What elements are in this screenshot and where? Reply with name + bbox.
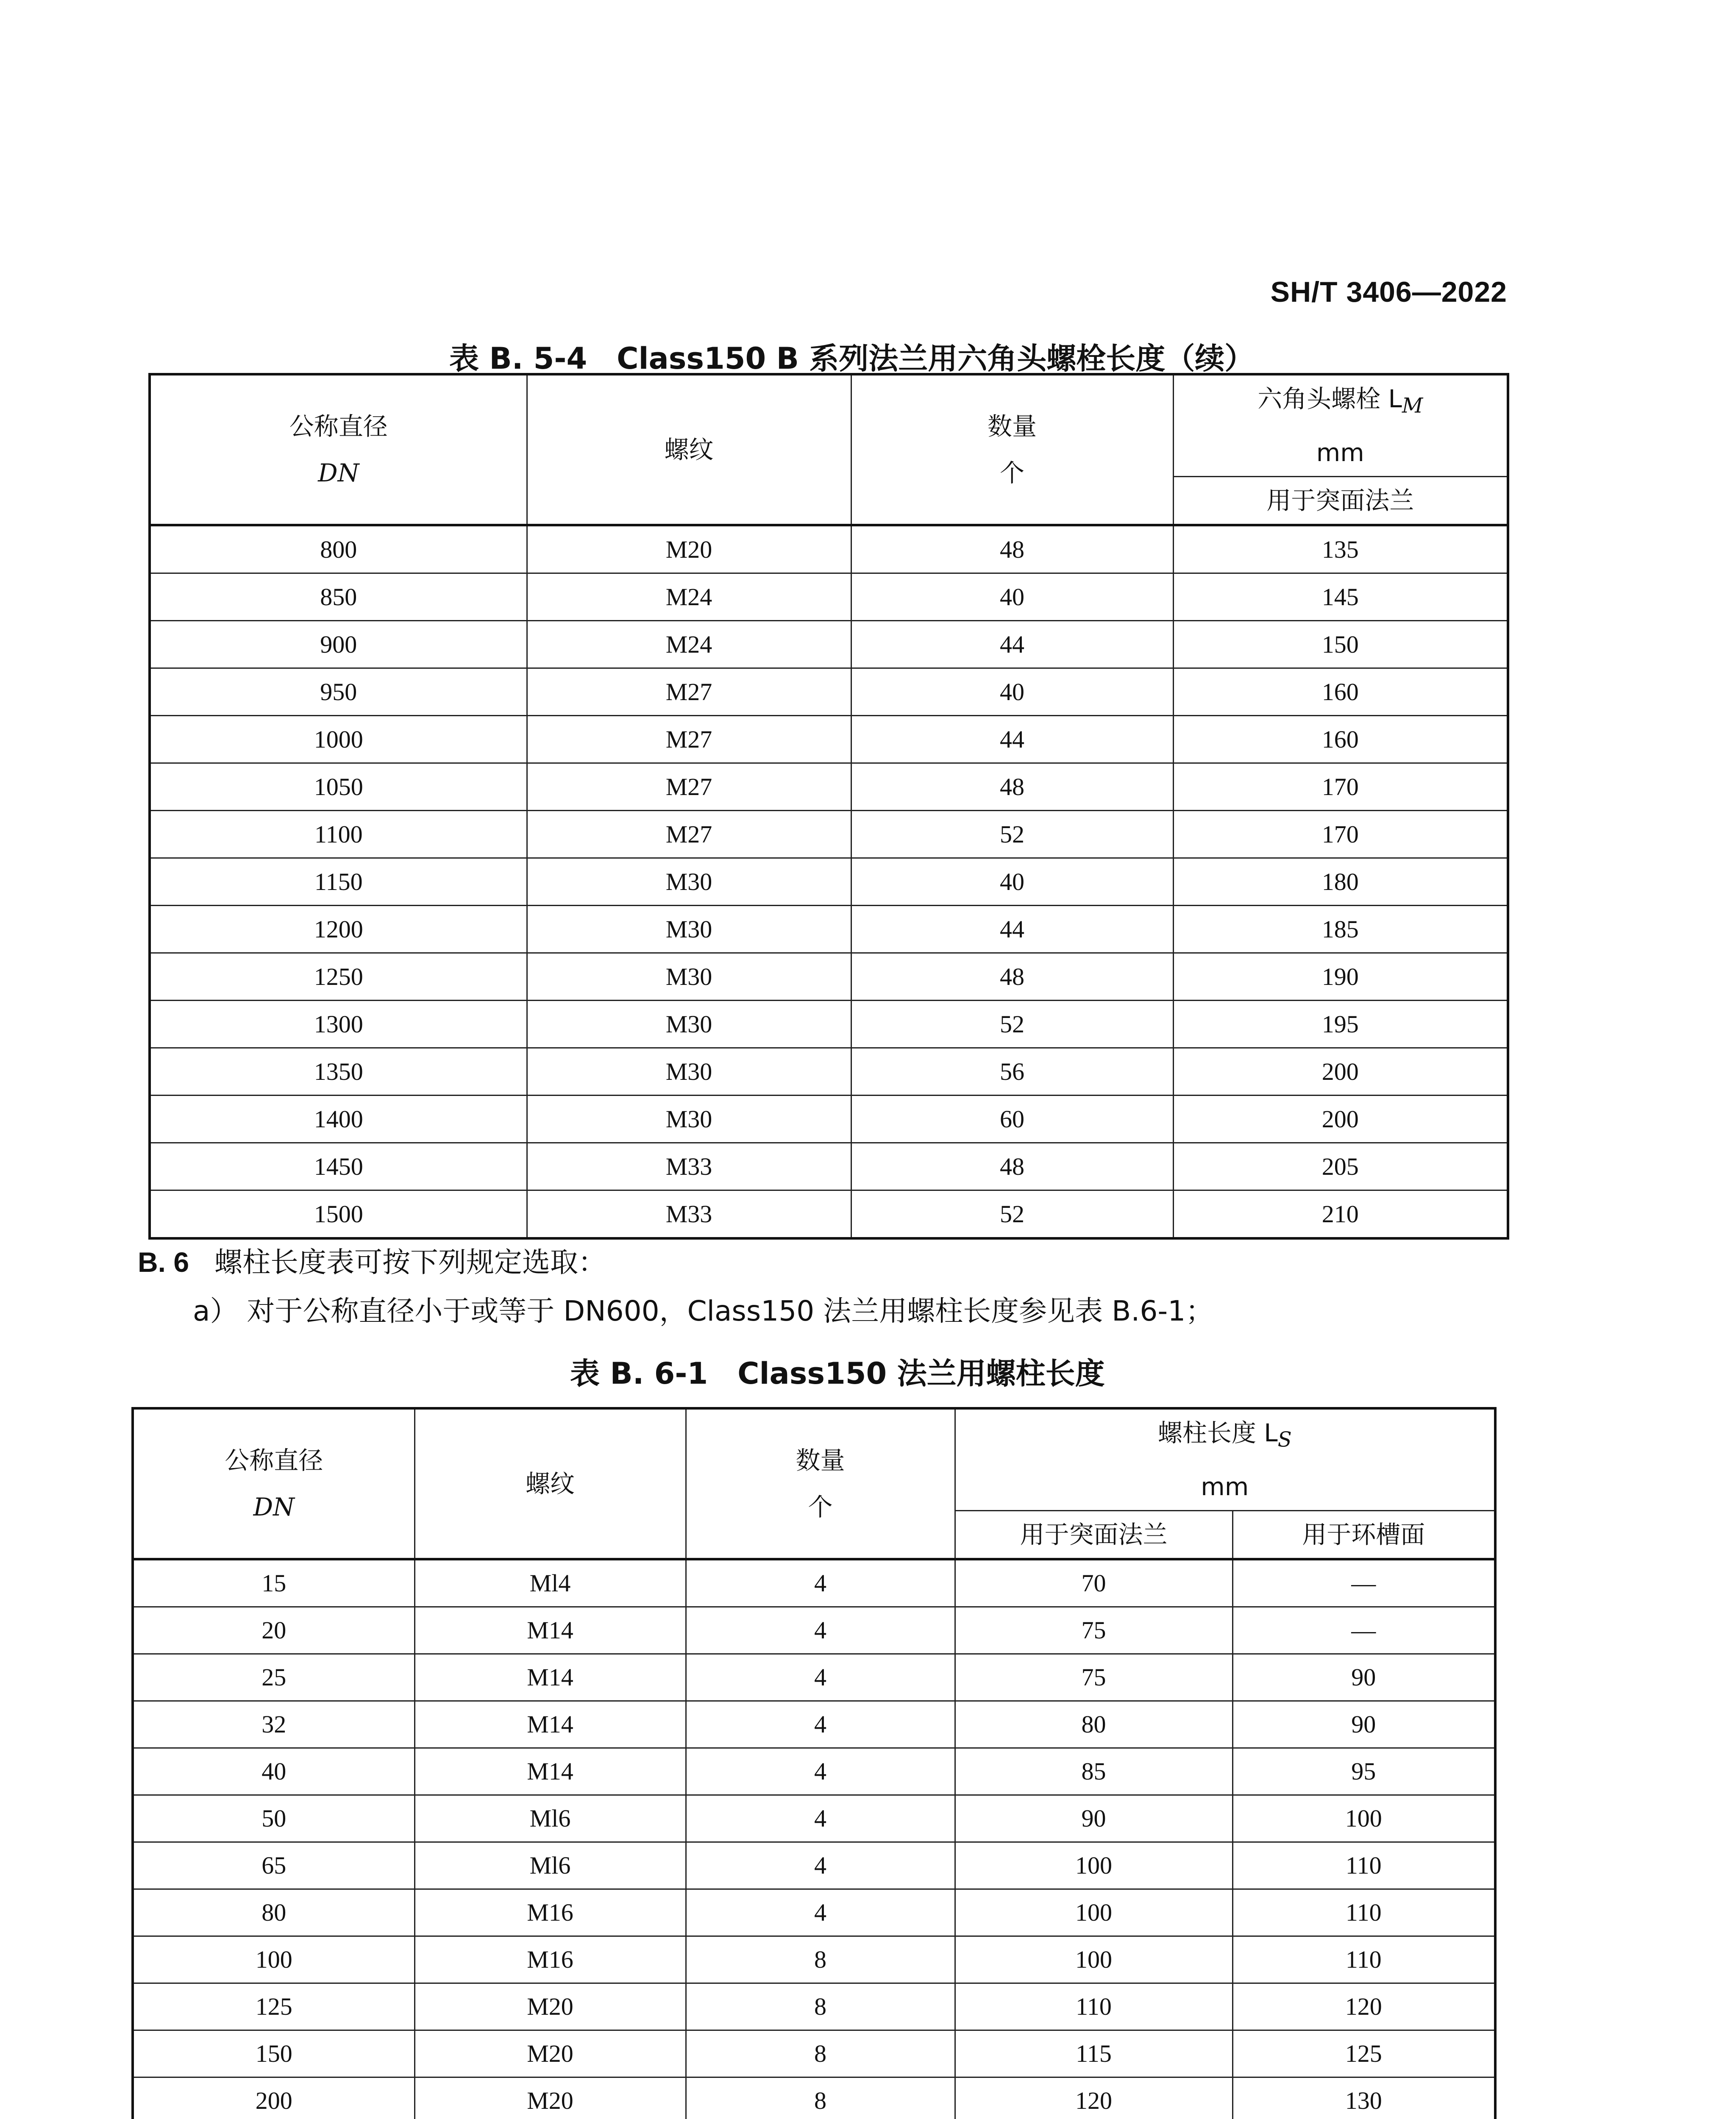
table-cell: 100 [133,1936,415,1983]
table-cell: 1250 [150,953,527,1000]
table-cell: 180 [1173,858,1508,905]
table-cell: 52 [851,810,1173,858]
table-cell: 130 [1232,2077,1495,2119]
table-row [150,620,1508,668]
table-cell: 160 [1173,715,1508,763]
table-cell: M27 [527,668,851,715]
table-cell: M27 [527,715,851,763]
table-row [150,1048,1508,1095]
table-cell: 4 [686,1795,955,1842]
table-row [150,715,1508,763]
standard-code: SH/T 3406—2022 [1270,276,1507,308]
table-cell: 70 [955,1559,1232,1607]
table-cell: — [1232,1559,1495,1607]
table-row [150,810,1508,858]
table-cell: 1400 [150,1095,527,1143]
table-cell: M20 [415,2077,686,2119]
table-cell: M33 [527,1143,851,1190]
table-cell: 205 [1173,1143,1508,1190]
table-cell: 80 [955,1701,1232,1748]
table-cell: 125 [133,1983,415,2030]
table-cell: M30 [527,1095,851,1143]
table-row [133,1795,1495,1842]
table-cell: 200 [133,2077,415,2119]
table-cell: 170 [1173,810,1508,858]
header-stud-length: 螺柱长度 $L_S$ mm [955,1408,1495,1510]
table-cell: Ml6 [415,1842,686,1889]
table-row [150,858,1508,905]
header-ring-joint: 用于环槽面 [1232,1510,1495,1559]
table-row [150,668,1508,715]
table2-caption: 表 B. 6-1 Class150 法兰用螺柱长度 [570,1356,1105,1391]
table-cell: M14 [415,1607,686,1654]
table-cell: 120 [955,2077,1232,2119]
table-cell: M20 [415,2030,686,2077]
table-cell: 1200 [150,905,527,953]
table-cell: M20 [415,1983,686,2030]
table-cell: 125 [1232,2030,1495,2077]
table-cell: 4 [686,1654,955,1701]
table-cell: 900 [150,620,527,668]
table-cell: 40 [133,1748,415,1795]
table-cell: M30 [527,858,851,905]
table-cell: M27 [527,810,851,858]
table-cell: 95 [1232,1748,1495,1795]
table-cell: M30 [527,1048,851,1095]
table-cell: Ml4 [415,1559,686,1607]
table-cell: 44 [851,905,1173,953]
table-b5-4 [148,373,1509,1240]
table-cell: 25 [133,1654,415,1701]
table-row [150,763,1508,810]
table-cell: 44 [851,620,1173,668]
table-cell: 200 [1173,1095,1508,1143]
table-cell: M24 [527,620,851,668]
table-cell: M20 [527,525,851,573]
table-cell: 115 [955,2030,1232,2077]
table-cell: 110 [1232,1889,1495,1936]
header-dn [150,374,527,525]
table-row [133,1842,1495,1889]
table-cell: 160 [1173,668,1508,715]
table-cell: 90 [1232,1654,1495,1701]
table-cell: 40 [851,573,1173,620]
table-cell: 4 [686,1748,955,1795]
table-cell: 185 [1173,905,1508,953]
table-cell: — [1232,1607,1495,1654]
table-cell: 48 [851,1143,1173,1190]
header-dn-symbol: DN [318,458,359,487]
header-raised-face: 用于突面法兰 [1173,476,1508,525]
table-cell: 48 [851,525,1173,573]
table-cell: 110 [1232,1842,1495,1889]
table-cell: 190 [1173,953,1508,1000]
table-cell: 90 [955,1795,1232,1842]
table-cell: 8 [686,1983,955,2030]
table-row [150,953,1508,1000]
table-cell: 950 [150,668,527,715]
table-cell: 52 [851,1190,1173,1238]
table-cell: 4 [686,1889,955,1936]
section-b6 [138,1240,606,1280]
table-row [150,1143,1508,1190]
table-cell: 1150 [150,858,527,905]
table-cell: 1450 [150,1143,527,1190]
table-cell: 4 [686,1701,955,1748]
table-cell: M16 [415,1889,686,1936]
table-cell: 85 [955,1748,1232,1795]
table-row [133,1889,1495,1936]
table-row [133,1936,1495,1983]
table-cell: 100 [955,1889,1232,1936]
table-cell: 1100 [150,810,527,858]
table-cell: 48 [851,763,1173,810]
header-thread: 螺纹 [415,1408,686,1559]
table-row [133,1607,1495,1654]
table1-body [150,525,1508,1238]
table-cell: 4 [686,1842,955,1889]
table-cell: 150 [133,2030,415,2077]
header-quantity: 数量 个 [851,374,1173,525]
table-cell: M16 [415,1936,686,1983]
table-row [133,1654,1495,1701]
table-cell: 48 [851,953,1173,1000]
table-cell: 50 [133,1795,415,1842]
section-b6-item-a: a） 对于公称直径小于或等于 DN600，Class150 法兰用螺柱长度参见表 B.6-1； [193,1295,1214,1327]
table-cell: 4 [686,1559,955,1607]
table-row [133,1559,1495,1607]
table-cell: 110 [1232,1936,1495,1983]
table-cell: 1050 [150,763,527,810]
table-cell: 100 [955,1936,1232,1983]
table-cell: 100 [955,1842,1232,1889]
table-cell: M14 [415,1701,686,1748]
header-dn: 公称直径 DN [133,1408,415,1559]
table-row [150,573,1508,620]
table-cell: 20 [133,1607,415,1654]
table-row [150,1190,1508,1238]
table-cell: 150 [1173,620,1508,668]
table-cell: 170 [1173,763,1508,810]
table-cell: M30 [527,1000,851,1048]
section-text: 螺柱长度表可按下列规定选取： [214,1246,606,1279]
table-cell: M27 [527,763,851,810]
table-cell: M33 [527,1190,851,1238]
table-cell: 52 [851,1000,1173,1048]
table-cell: 210 [1173,1190,1508,1238]
table-cell: 1500 [150,1190,527,1238]
table-row [133,2030,1495,2077]
table-cell: 120 [1232,1983,1495,2030]
table-cell: 44 [851,715,1173,763]
table-cell: M30 [527,905,851,953]
table-cell: M24 [527,573,851,620]
table-cell: 32 [133,1701,415,1748]
table-cell: 850 [150,573,527,620]
section-number: B. 6 [138,1246,189,1278]
table-cell: M14 [415,1748,686,1795]
table-cell: 110 [955,1983,1232,2030]
header-raised-face: 用于突面法兰 [955,1510,1232,1559]
table2-body [133,1559,1495,2119]
table-cell: 8 [686,2077,955,2119]
table-cell: 90 [1232,1701,1495,1748]
table-cell: 1000 [150,715,527,763]
table-row [150,905,1508,953]
table-cell: M14 [415,1654,686,1701]
table-cell: 65 [133,1842,415,1889]
table-cell: 8 [686,1936,955,1983]
table-cell: M30 [527,953,851,1000]
header-thread: 螺纹 [527,374,851,525]
table-cell: 40 [851,668,1173,715]
header-bolt-length: 六角头螺栓 $L_M$ mm [1173,374,1508,476]
table-cell: Ml6 [415,1795,686,1842]
table-cell: 1300 [150,1000,527,1048]
table-cell: 135 [1173,525,1508,573]
table-cell: 40 [851,858,1173,905]
table-cell: 195 [1173,1000,1508,1048]
table-cell: 100 [1232,1795,1495,1842]
header-dn-label: 公称直径 [289,412,388,441]
table-cell: 8 [686,2030,955,2077]
table-cell: 80 [133,1889,415,1936]
header-quantity: 数量 个 [686,1408,955,1559]
table-cell: 60 [851,1095,1173,1143]
table-cell: 75 [955,1607,1232,1654]
table-row [133,1701,1495,1748]
table-cell: 15 [133,1559,415,1607]
table-cell: 145 [1173,573,1508,620]
table-row [150,1000,1508,1048]
table-cell: 1350 [150,1048,527,1095]
table-row [133,1983,1495,2030]
table-row [133,2077,1495,2119]
table-cell: 75 [955,1654,1232,1701]
table-row [150,1095,1508,1143]
table-cell: 56 [851,1048,1173,1095]
table-cell: 4 [686,1607,955,1654]
table-cell: 200 [1173,1048,1508,1095]
table-b6-1 [131,1407,1497,2119]
table-row [150,525,1508,573]
table-cell: 800 [150,525,527,573]
table1-caption: 表 B. 5-4 Class150 B 系列法兰用六角头螺栓长度（续） [449,341,1255,376]
table-row [133,1748,1495,1795]
